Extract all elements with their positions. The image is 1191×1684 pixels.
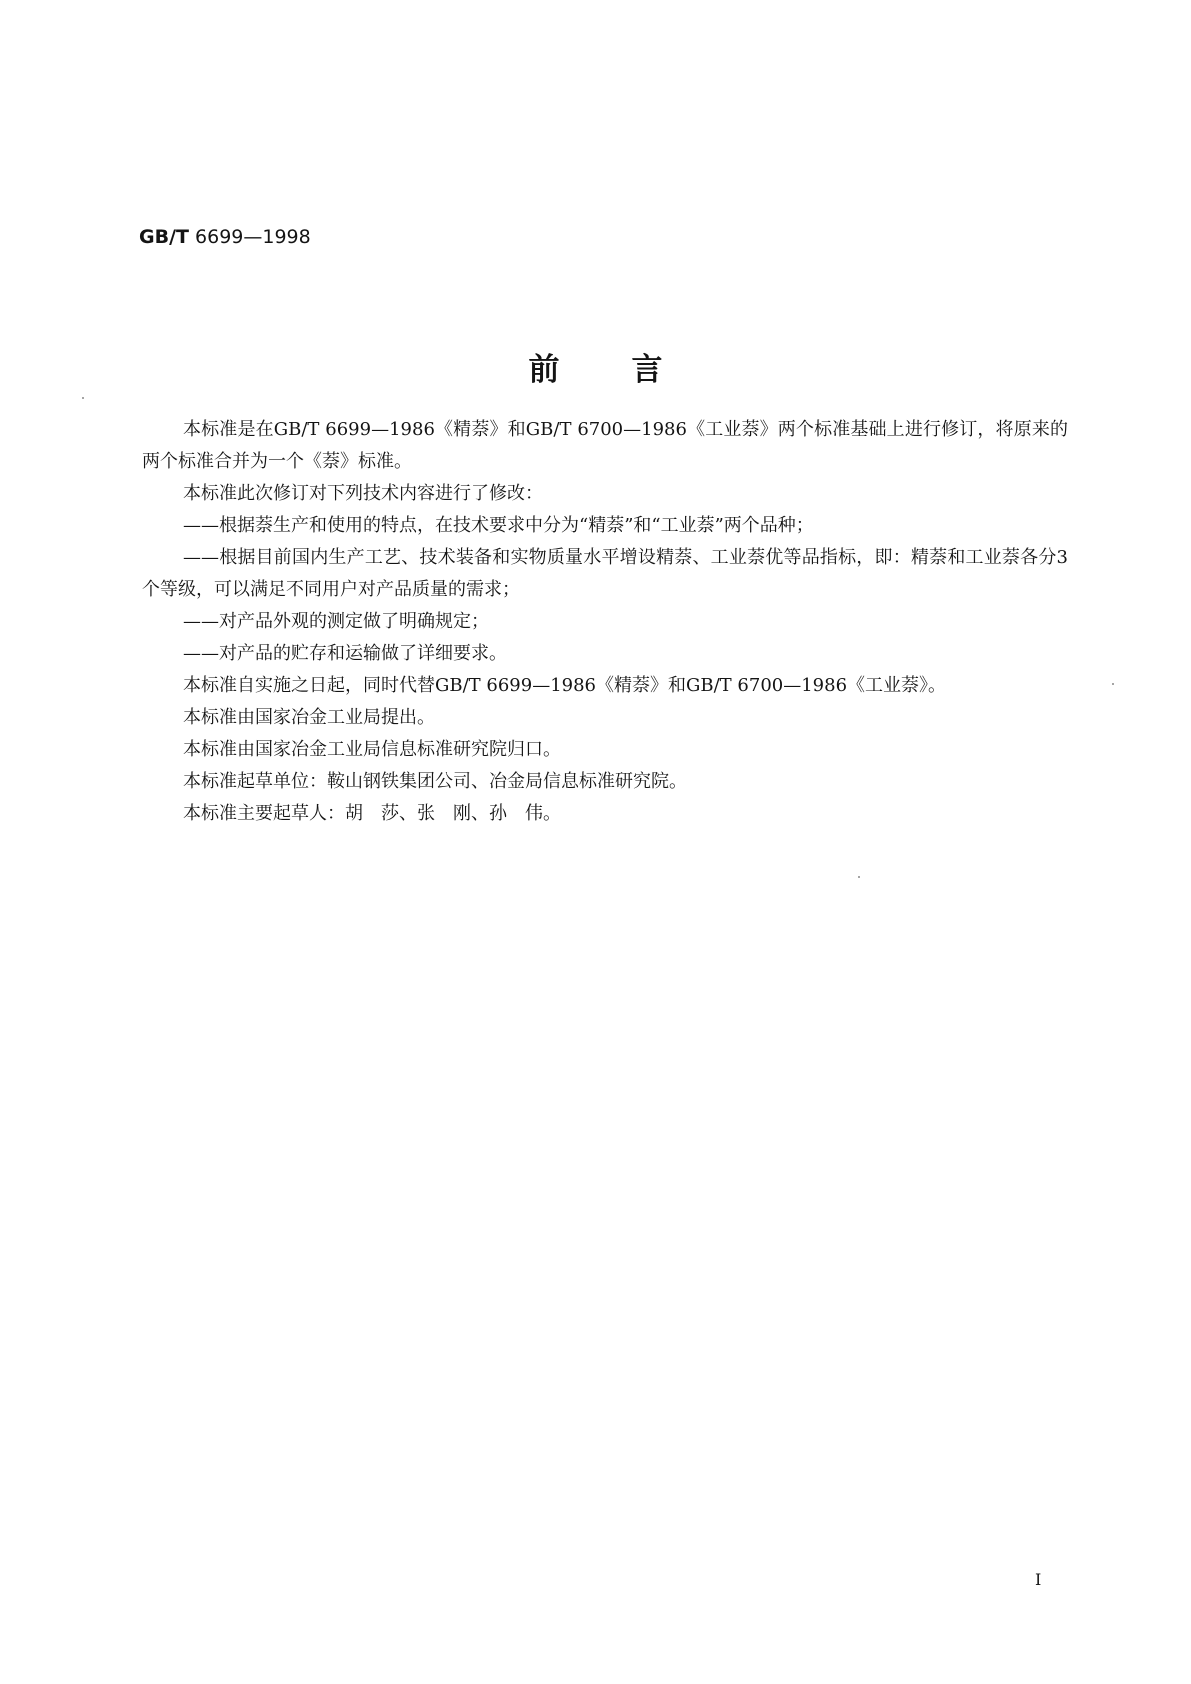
paragraph: 本标准是在GB/T 6699—1986《精萘》和GB/T 6700—1986《工业萘》两个标准基础上进行修订，将原来的两个标准合并为一个《萘》标准。 bbox=[142, 419, 1068, 472]
scan-speck bbox=[858, 876, 860, 878]
paragraph: 本标准起草单位：鞍山钢铁集团公司、冶金局信息标准研究院。 bbox=[183, 771, 687, 792]
paragraph: ——根据萘生产和使用的特点，在技术要求中分为“精萘”和“工业萘”两个品种； bbox=[183, 515, 814, 536]
preface-body bbox=[142, 414, 1068, 830]
paragraph: 本标准由国家冶金工业局提出。 bbox=[183, 707, 435, 728]
standard-code bbox=[139, 226, 311, 248]
scan-speck bbox=[1112, 683, 1114, 685]
paragraph: ——对产品外观的测定做了明确规定； bbox=[183, 611, 489, 632]
paragraph: 本标准由国家冶金工业局信息标准研究院归口。 bbox=[183, 739, 561, 760]
page-number: I bbox=[1035, 1570, 1042, 1589]
paragraph: 本标准此次修订对下列技术内容进行了修改： bbox=[183, 483, 543, 504]
scan-speck bbox=[82, 397, 84, 399]
paragraph: 本标准主要起草人：胡 莎、张 刚、孙 伟。 bbox=[183, 803, 561, 824]
paragraph: ——对产品的贮存和运输做了详细要求。 bbox=[183, 643, 507, 664]
paragraph: ——根据目前国内生产工艺、技术装备和实物质量水平增设精萘、工业萘优等品指标，即：精萘和工业萘各分3个等级，可以满足不同用户对产品质量的需求； bbox=[142, 547, 1068, 600]
standard-code-prefix: GB/T bbox=[139, 226, 189, 248]
paragraph: 本标准自实施之日起，同时代替GB/T 6699—1986《精萘》和GB/T 6700—1986《工业萘》。 bbox=[183, 675, 947, 696]
standard-code-number: 6699—1998 bbox=[195, 226, 311, 248]
page-title: 前言 bbox=[528, 352, 735, 388]
